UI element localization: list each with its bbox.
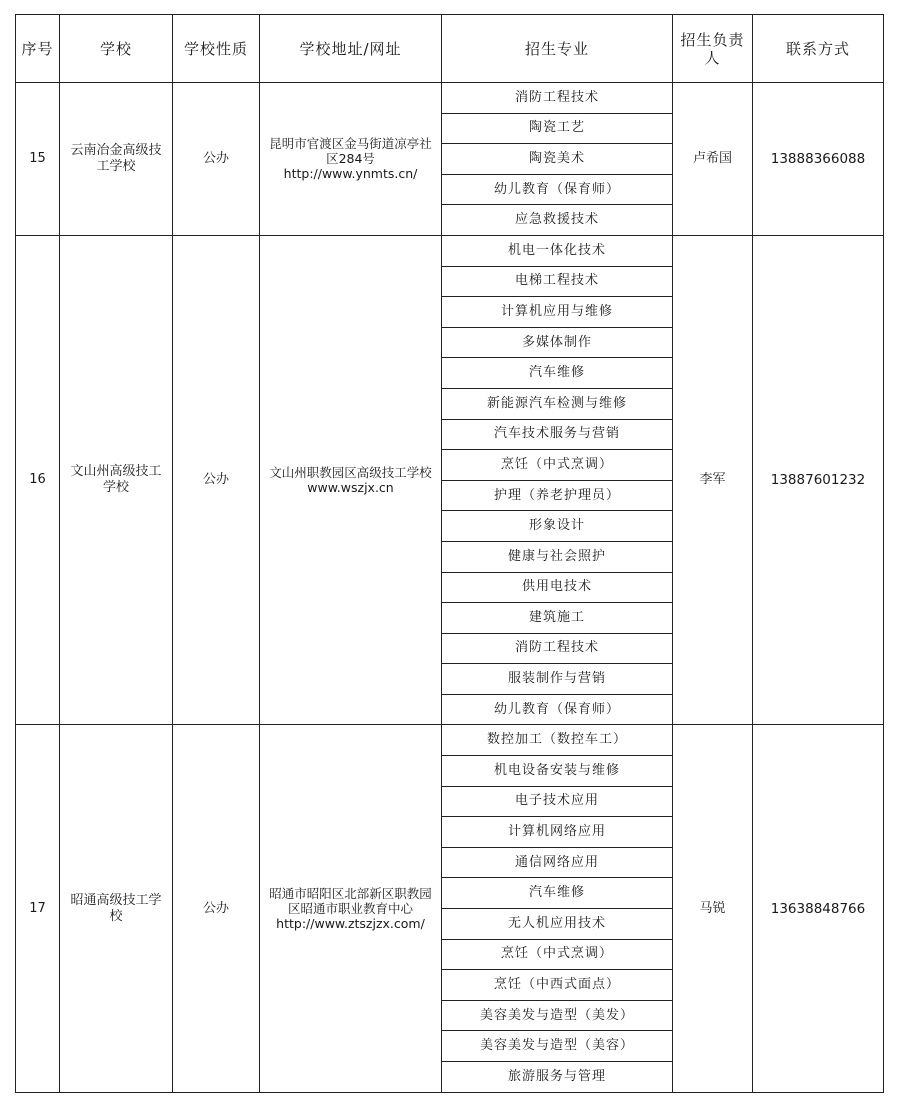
major-cell: 多媒体制作 xyxy=(442,327,673,358)
major-cell: 消防工程技术 xyxy=(442,83,673,114)
major-cell: 旅游服务与管理 xyxy=(442,1062,673,1093)
admissions-person: 马锐 xyxy=(673,725,753,1092)
major-cell: 陶瓷美术 xyxy=(442,144,673,175)
major-cell: 消防工程技术 xyxy=(442,633,673,664)
admissions-person: 李军 xyxy=(673,235,753,725)
school-index: 17 xyxy=(16,725,60,1092)
school-name: 昭通高级技工学校 xyxy=(60,725,173,1092)
school-address: 文山州职教园区高级技工学校 xyxy=(269,465,432,481)
header-school: 学校 xyxy=(60,15,173,83)
major-cell: 幼儿教育（保育师） xyxy=(442,174,673,205)
major-cell: 供用电技术 xyxy=(442,572,673,603)
school-url: www.wszjx.cn xyxy=(307,480,394,496)
contact-phone: 13638848766 xyxy=(753,725,884,1092)
major-cell: 电梯工程技术 xyxy=(442,266,673,297)
major-cell: 幼儿教育（保育师） xyxy=(442,694,673,725)
major-cell: 服装制作与营销 xyxy=(442,664,673,695)
table-row xyxy=(16,83,884,114)
major-cell: 美容美发与造型（美容） xyxy=(442,1031,673,1062)
major-cell: 计算机应用与维修 xyxy=(442,297,673,328)
major-cell: 美容美发与造型（美发） xyxy=(442,1000,673,1031)
contact-phone: 13888366088 xyxy=(753,83,884,236)
major-cell: 健康与社会照护 xyxy=(442,541,673,572)
school-index: 15 xyxy=(16,83,60,236)
major-cell: 电子技术应用 xyxy=(442,786,673,817)
major-cell: 汽车维修 xyxy=(442,878,673,909)
header-contact: 联系方式 xyxy=(753,15,884,83)
admissions-person: 卢希国 xyxy=(673,83,753,236)
school-nature: 公办 xyxy=(173,235,260,725)
major-cell: 烹饪（中西式面点） xyxy=(442,970,673,1001)
major-cell: 机电一体化技术 xyxy=(442,235,673,266)
school-address-cell xyxy=(260,235,442,725)
header-majors: 招生专业 xyxy=(442,15,673,83)
major-cell: 烹饪（中式烹调） xyxy=(442,450,673,481)
major-cell: 通信网络应用 xyxy=(442,847,673,878)
header-person: 招生负责人 xyxy=(673,15,753,83)
major-cell: 计算机网络应用 xyxy=(442,817,673,848)
table-row xyxy=(16,725,884,756)
school-url: http://www.ynmts.cn/ xyxy=(283,166,418,182)
major-cell: 烹饪（中式烹调） xyxy=(442,939,673,970)
header-index: 序号 xyxy=(16,15,60,83)
major-cell: 汽车技术服务与营销 xyxy=(442,419,673,450)
school-address-cell xyxy=(260,83,442,236)
school-address: 昭通市昭阳区北部新区职教园区昭通市职业教育中心 xyxy=(269,886,432,917)
table-row xyxy=(16,235,884,266)
major-cell: 新能源汽车检测与维修 xyxy=(442,388,673,419)
major-cell: 应急救援技术 xyxy=(442,205,673,236)
school-url: http://www.ztszjzx.com/ xyxy=(276,916,425,932)
major-cell: 形象设计 xyxy=(442,511,673,542)
school-name: 云南冶金高级技工学校 xyxy=(60,83,173,236)
school-address-cell xyxy=(260,725,442,1092)
major-cell: 建筑施工 xyxy=(442,603,673,634)
school-nature: 公办 xyxy=(173,83,260,236)
header-address: 学校地址/网址 xyxy=(260,15,442,83)
school-index: 16 xyxy=(16,235,60,725)
major-cell: 无人机应用技术 xyxy=(442,909,673,940)
major-cell: 机电设备安装与维修 xyxy=(442,756,673,787)
school-name: 文山州高级技工学校 xyxy=(60,235,173,725)
major-cell: 数控加工（数控车工） xyxy=(442,725,673,756)
major-cell: 汽车维修 xyxy=(442,358,673,389)
school-enrollment-table xyxy=(15,14,884,1093)
table-header-row xyxy=(16,15,884,83)
major-cell: 陶瓷工艺 xyxy=(442,113,673,144)
school-nature: 公办 xyxy=(173,725,260,1092)
school-address: 昆明市官渡区金马街道凉亭社区284号 xyxy=(269,136,432,167)
major-cell: 护理（养老护理员） xyxy=(442,480,673,511)
contact-phone: 13887601232 xyxy=(753,235,884,725)
header-nature: 学校性质 xyxy=(173,15,260,83)
